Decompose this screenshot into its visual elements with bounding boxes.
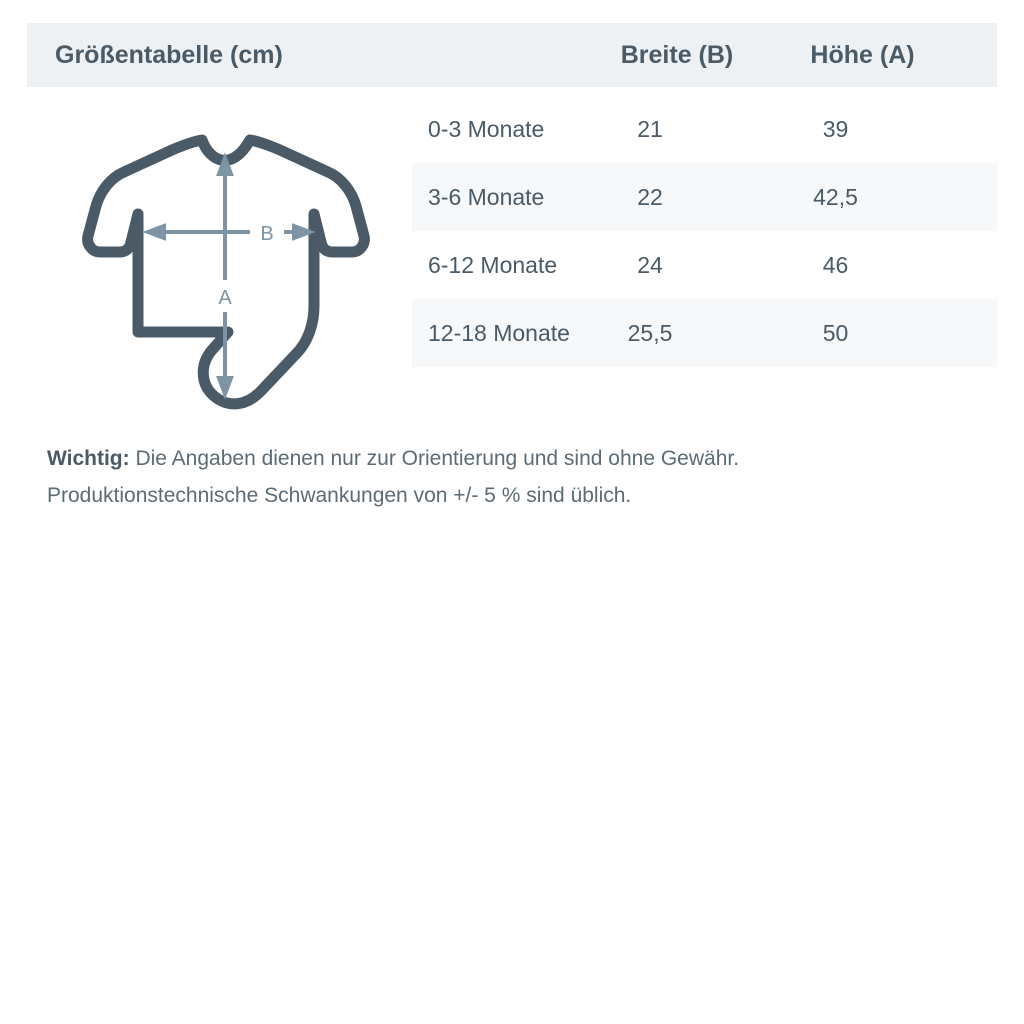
cell-height: 42,5 xyxy=(813,184,858,210)
cell-size: 0-3 Monate xyxy=(428,116,545,142)
cell-height: 39 xyxy=(822,116,849,142)
cell-height: 46 xyxy=(822,252,849,278)
size-table xyxy=(412,95,997,367)
size-chart-header xyxy=(27,23,997,87)
width-dimension-arrow xyxy=(148,226,310,238)
table-row xyxy=(412,95,997,163)
column-header-height: Höhe (A) xyxy=(810,40,915,69)
table-row xyxy=(412,163,997,231)
disclaimer-note xyxy=(47,440,977,514)
cell-size: 6-12 Monate xyxy=(428,252,558,278)
height-label: A xyxy=(218,287,232,309)
cell-width: 24 xyxy=(637,252,663,278)
disclaimer-line-1: Die Angaben dienen nur zur Orientierung und sind ohne Gewähr. xyxy=(129,447,740,470)
bodysuit-illustration xyxy=(60,110,390,420)
disclaimer-line-2: Produktionstechnische Schwankungen von +/- 5 % sind üblich. xyxy=(47,484,632,507)
cell-width: 22 xyxy=(637,184,663,210)
cell-size: 12-18 Monate xyxy=(428,320,570,346)
width-label: B xyxy=(260,223,274,245)
table-row xyxy=(412,299,997,367)
disclaimer-lead: Wichtig: xyxy=(47,447,130,470)
cell-width: 21 xyxy=(637,116,663,142)
cell-height: 50 xyxy=(822,320,849,346)
cell-size: 3-6 Monate xyxy=(428,184,545,210)
table-row xyxy=(412,231,997,299)
column-header-width: Breite (B) xyxy=(620,40,734,69)
page-title: Größentabelle (cm) xyxy=(55,40,283,69)
cell-width: 25,5 xyxy=(627,320,673,346)
